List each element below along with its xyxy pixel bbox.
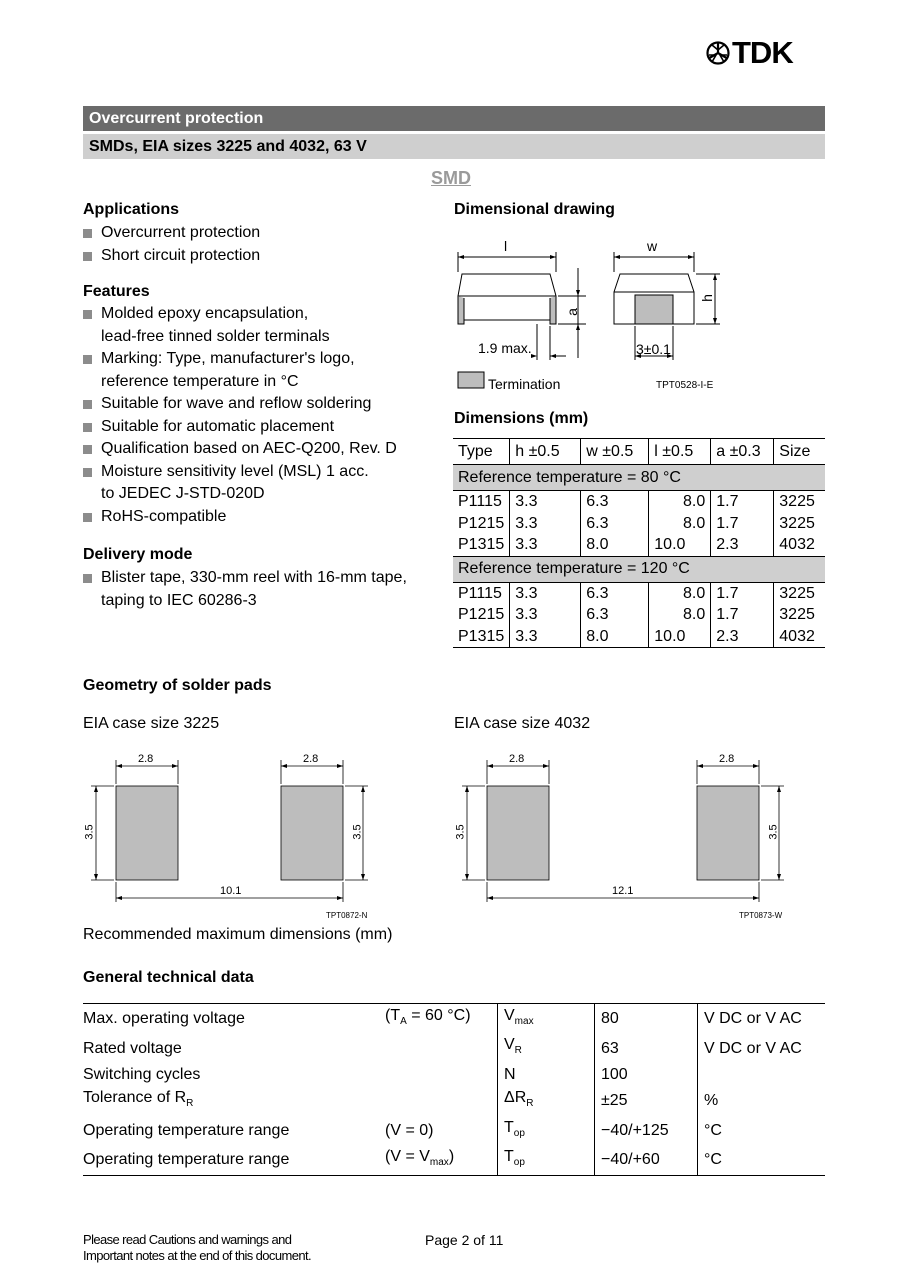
smd-label: SMD [431,168,471,188]
dimensions-title: Dimensions (mm) [454,410,589,427]
footer-note-line: Important notes at the end of this document. [83,1248,311,1263]
features-title: Features [83,283,150,300]
pads-note: Recommended maximum dimensions (mm) [83,926,393,943]
table-row: P1315 3.3 8.0 10.0 2.3 4032 [453,626,825,648]
drawing-title: Dimensional drawing [454,201,615,218]
table-row: P1215 3.3 6.3 8.0 1.7 3225 [453,604,825,626]
pad-span-label: 12.1 [612,885,634,897]
applications-title: Applications [83,201,180,218]
list-item: Short circuit protection [83,245,433,268]
dimensions-table [453,438,825,648]
header-cell: w ±0.5 [581,439,649,465]
list-item: Moisture sensitivity level (MSL) 1 acc. to JEDEC J-STD-020D [83,461,443,506]
list-item: RoHS-compatible [83,506,443,529]
pad-width-label: 2.8 [138,753,154,765]
termination-legend: Termination [488,376,561,392]
table-row: P1115 3.3 6.3 8.0 1.7 3225 [453,491,825,513]
list-item: Suitable for automatic placement [83,416,443,439]
pads-drawing-3225 [83,750,383,925]
dim-max-label: 1.9 max. [478,340,532,356]
features-list [83,303,443,528]
header-cell: h ±0.5 [510,439,581,465]
pads-drawing-4032 [454,750,794,925]
table-header-row [453,439,825,465]
list-item: Overcurrent protection [83,222,433,245]
pad-width-label: 2.8 [509,753,525,765]
tdk-logo [705,35,827,70]
group-row [453,556,825,582]
footer-note [83,1232,311,1264]
pad-width-label: 2.8 [719,753,735,765]
header-cell: a ±0.3 [711,439,774,465]
pads-right-caption: EIA case size 4032 [454,715,591,732]
dim-w-label: w [647,238,658,254]
pads-code: TPT0872-N [326,911,368,920]
header-cell: l ±0.5 [649,439,711,465]
table-row: P1115 3.3 6.3 8.0 1.7 3225 [453,582,825,604]
footer-note-line: Please read Cautions and warnings and [83,1232,292,1247]
header-cell: Type [453,439,510,465]
table-row: Operating temperature range (V = 0) $T_{op}$ −40/+125 °C [83,1116,825,1145]
pad-span-label: 10.1 [220,885,242,897]
pad-height-label: 3.5 [351,824,364,840]
pads-left-caption: EIA case size 3225 [83,715,220,732]
group-row [453,465,825,491]
page-number: Page 2 of 11 [425,1232,504,1248]
list-item: Blister tape, 330-mm reel with 16-mm tape, taping to IEC 60286-3 [83,567,443,612]
table-row: Switching cycles N 100 [83,1063,825,1086]
pad-height-label: 3.5 [767,824,780,840]
group-label: Reference temperature = 120 °C [453,556,825,582]
pad-height-label: 3.5 [83,824,96,840]
table-row: P1315 3.3 8.0 10.0 2.3 4032 [453,534,825,556]
header-cell: Size [774,439,825,465]
tdk-logo-text: TDK [732,35,793,70]
delivery-list [83,567,443,612]
table-row: Tolerance of $R_R$ $\Delta R_R$ ±25 % [83,1086,825,1115]
dim-a-label: a [563,308,580,316]
delivery-title: Delivery mode [83,546,193,563]
list-item: Molded epoxy encapsulation, lead-free tinned solder terminals [83,303,443,348]
table-row: Operating temperature range $(V = V_{max})$ $T_{op}$ −40/+60 °C [83,1145,825,1175]
table-row: Rated voltage $V_R$ 63 V DC or V AC [83,1033,825,1062]
dim-h-label: h [698,294,715,302]
applications-list [83,222,433,267]
table-row: Max. operating voltage ($T_A = 60$ °C) $V_{max}$ 80 V DC or V AC [83,1004,825,1034]
general-title: General technical data [83,969,254,986]
pad-height-label: 3.5 [454,824,467,840]
table-row: P1215 3.3 6.3 8.0 1.7 3225 [453,513,825,535]
list-item: Marking: Type, manufacturer's logo, reference temperature in °C [83,348,443,393]
subtitle-bar: SMDs, EIA sizes 3225 and 4032, 63 V [83,134,825,159]
dimensional-drawing [450,232,730,397]
category-bar: Overcurrent protection [83,106,825,131]
list-item: Suitable for wave and reflow soldering [83,393,443,416]
group-label: Reference temperature = 80 °C [453,465,825,491]
dim-pad-label: 3±0.1 [636,341,671,357]
list-item: Qualification based on AEC-Q200, Rev. D [83,438,443,461]
pad-width-label: 2.8 [303,753,319,765]
general-data-table [83,1003,825,1176]
dim-l-label: l [504,238,508,254]
drawing-code: TPT0528-I-E [656,380,714,391]
pads-code: TPT0873-W [739,911,783,920]
pads-title: Geometry of solder pads [83,677,272,694]
